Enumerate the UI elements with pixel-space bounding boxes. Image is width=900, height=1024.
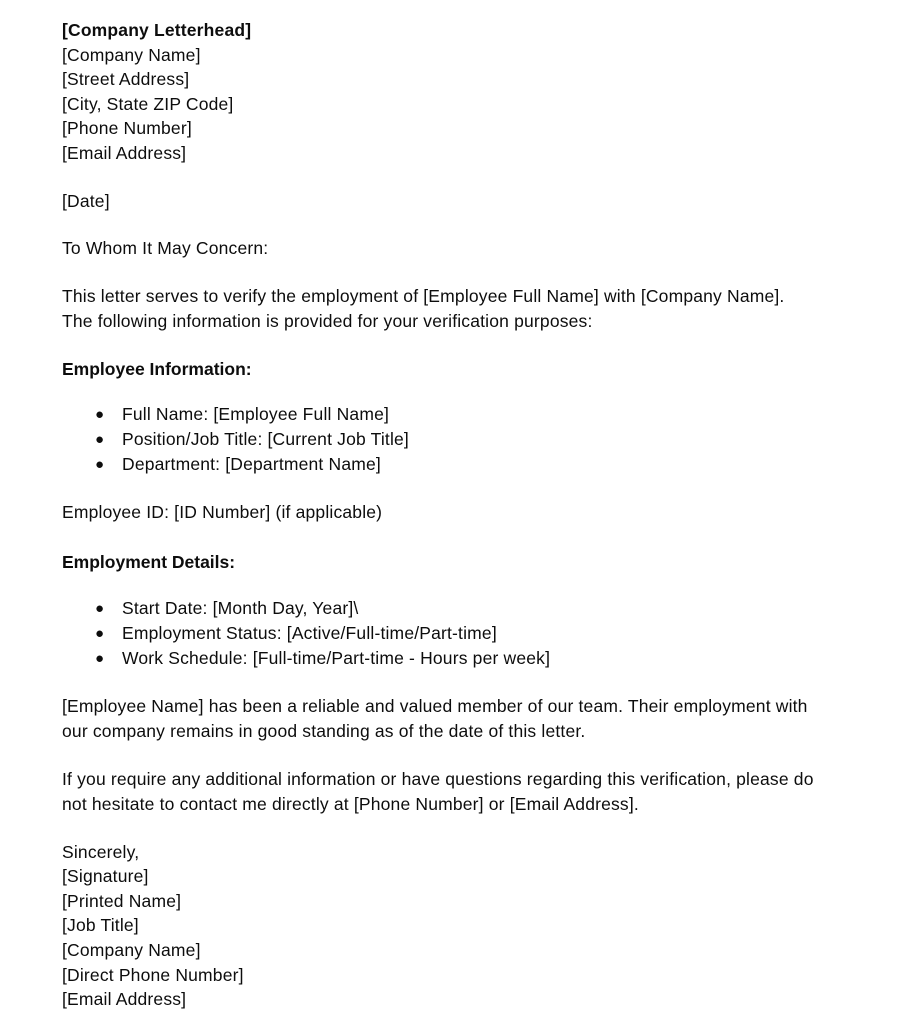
- closing-company-name: [Company Name]: [62, 939, 201, 960]
- list-item: [62, 402, 818, 427]
- contact-paragraph: If you require any additional information or have questions regarding this verification, please do not hesitate to contact me directly at [Phone Number] or [Email Address].: [62, 768, 814, 814]
- bullet-icon: ●: [95, 649, 105, 667]
- closing-job-title: [Job Title]: [62, 915, 139, 936]
- list-item-label: Position/Job Title: [Current Job Title]: [122, 429, 409, 450]
- spacer: [62, 477, 818, 500]
- list-item: [62, 596, 818, 621]
- list-item-label: Employment Status: [Active/Full-time/Part-time]: [122, 622, 497, 643]
- list-item-label: Work Schedule: [Full-time/Part-time - Hours per week]: [122, 647, 551, 668]
- letterhead-phone-number: [Phone Number]: [62, 118, 192, 139]
- bullet-icon: ●: [95, 406, 105, 424]
- spacer: [62, 213, 818, 236]
- list-item-label: Start Date: [Month Day, Year]\: [122, 597, 359, 618]
- closing-signature: [Signature]: [62, 866, 149, 887]
- intro-paragraph: This letter serves to verify the employment of [Employee Full Name] with [Company Name]. The following information is provided for your verification purposes:: [62, 285, 785, 331]
- spacer: [62, 381, 818, 402]
- closing-sign-off: Sincerely,: [62, 841, 140, 862]
- spacer: [62, 575, 818, 596]
- letterhead-email-address: [Email Address]: [62, 142, 187, 163]
- spacer: [62, 525, 818, 550]
- employment-details-heading: Employment Details:: [62, 551, 236, 572]
- employment-details-list: [62, 596, 818, 671]
- closing-printed-name: [Printed Name]: [62, 890, 182, 911]
- employee-id-line: Employee ID: [ID Number] (if applicable): [62, 502, 383, 523]
- list-item: [62, 621, 818, 646]
- spacer: [62, 671, 818, 694]
- spacer: [62, 817, 818, 840]
- list-item: [62, 646, 818, 671]
- salutation: To Whom It May Concern:: [62, 238, 269, 259]
- list-item: [62, 452, 818, 477]
- bullet-icon: ●: [95, 624, 105, 642]
- spacer: [62, 744, 818, 767]
- letterhead-block: [62, 18, 818, 166]
- bullet-icon: ●: [95, 599, 105, 617]
- letter-body: [62, 18, 818, 1012]
- employee-information-list: [62, 402, 818, 477]
- list-item-label: Department: [Department Name]: [122, 454, 381, 475]
- letterhead-city-state-zip: [City, State ZIP Code]: [62, 93, 234, 114]
- spacer: [62, 334, 818, 357]
- letterhead-company-name: [Company Name]: [62, 44, 201, 65]
- letter-date: [Date]: [62, 190, 110, 211]
- closing-block: [62, 840, 818, 1012]
- letterhead-title: [Company Letterhead]: [62, 20, 252, 40]
- bullet-icon: ●: [95, 431, 105, 449]
- spacer: [62, 166, 818, 189]
- letterhead-street-address: [Street Address]: [62, 69, 190, 90]
- spacer: [62, 261, 818, 284]
- list-item: [62, 427, 818, 452]
- closing-direct-phone-number: [Direct Phone Number]: [62, 964, 244, 985]
- standing-paragraph: [Employee Name] has been a reliable and valued member of our team. Their employment with our company remains in good standing as of the date of this letter.: [62, 695, 808, 741]
- list-item-label: Full Name: [Employee Full Name]: [122, 404, 390, 425]
- bullet-icon: ●: [95, 456, 105, 474]
- closing-email-address: [Email Address]: [62, 989, 187, 1010]
- employee-information-heading: Employee Information:: [62, 358, 252, 379]
